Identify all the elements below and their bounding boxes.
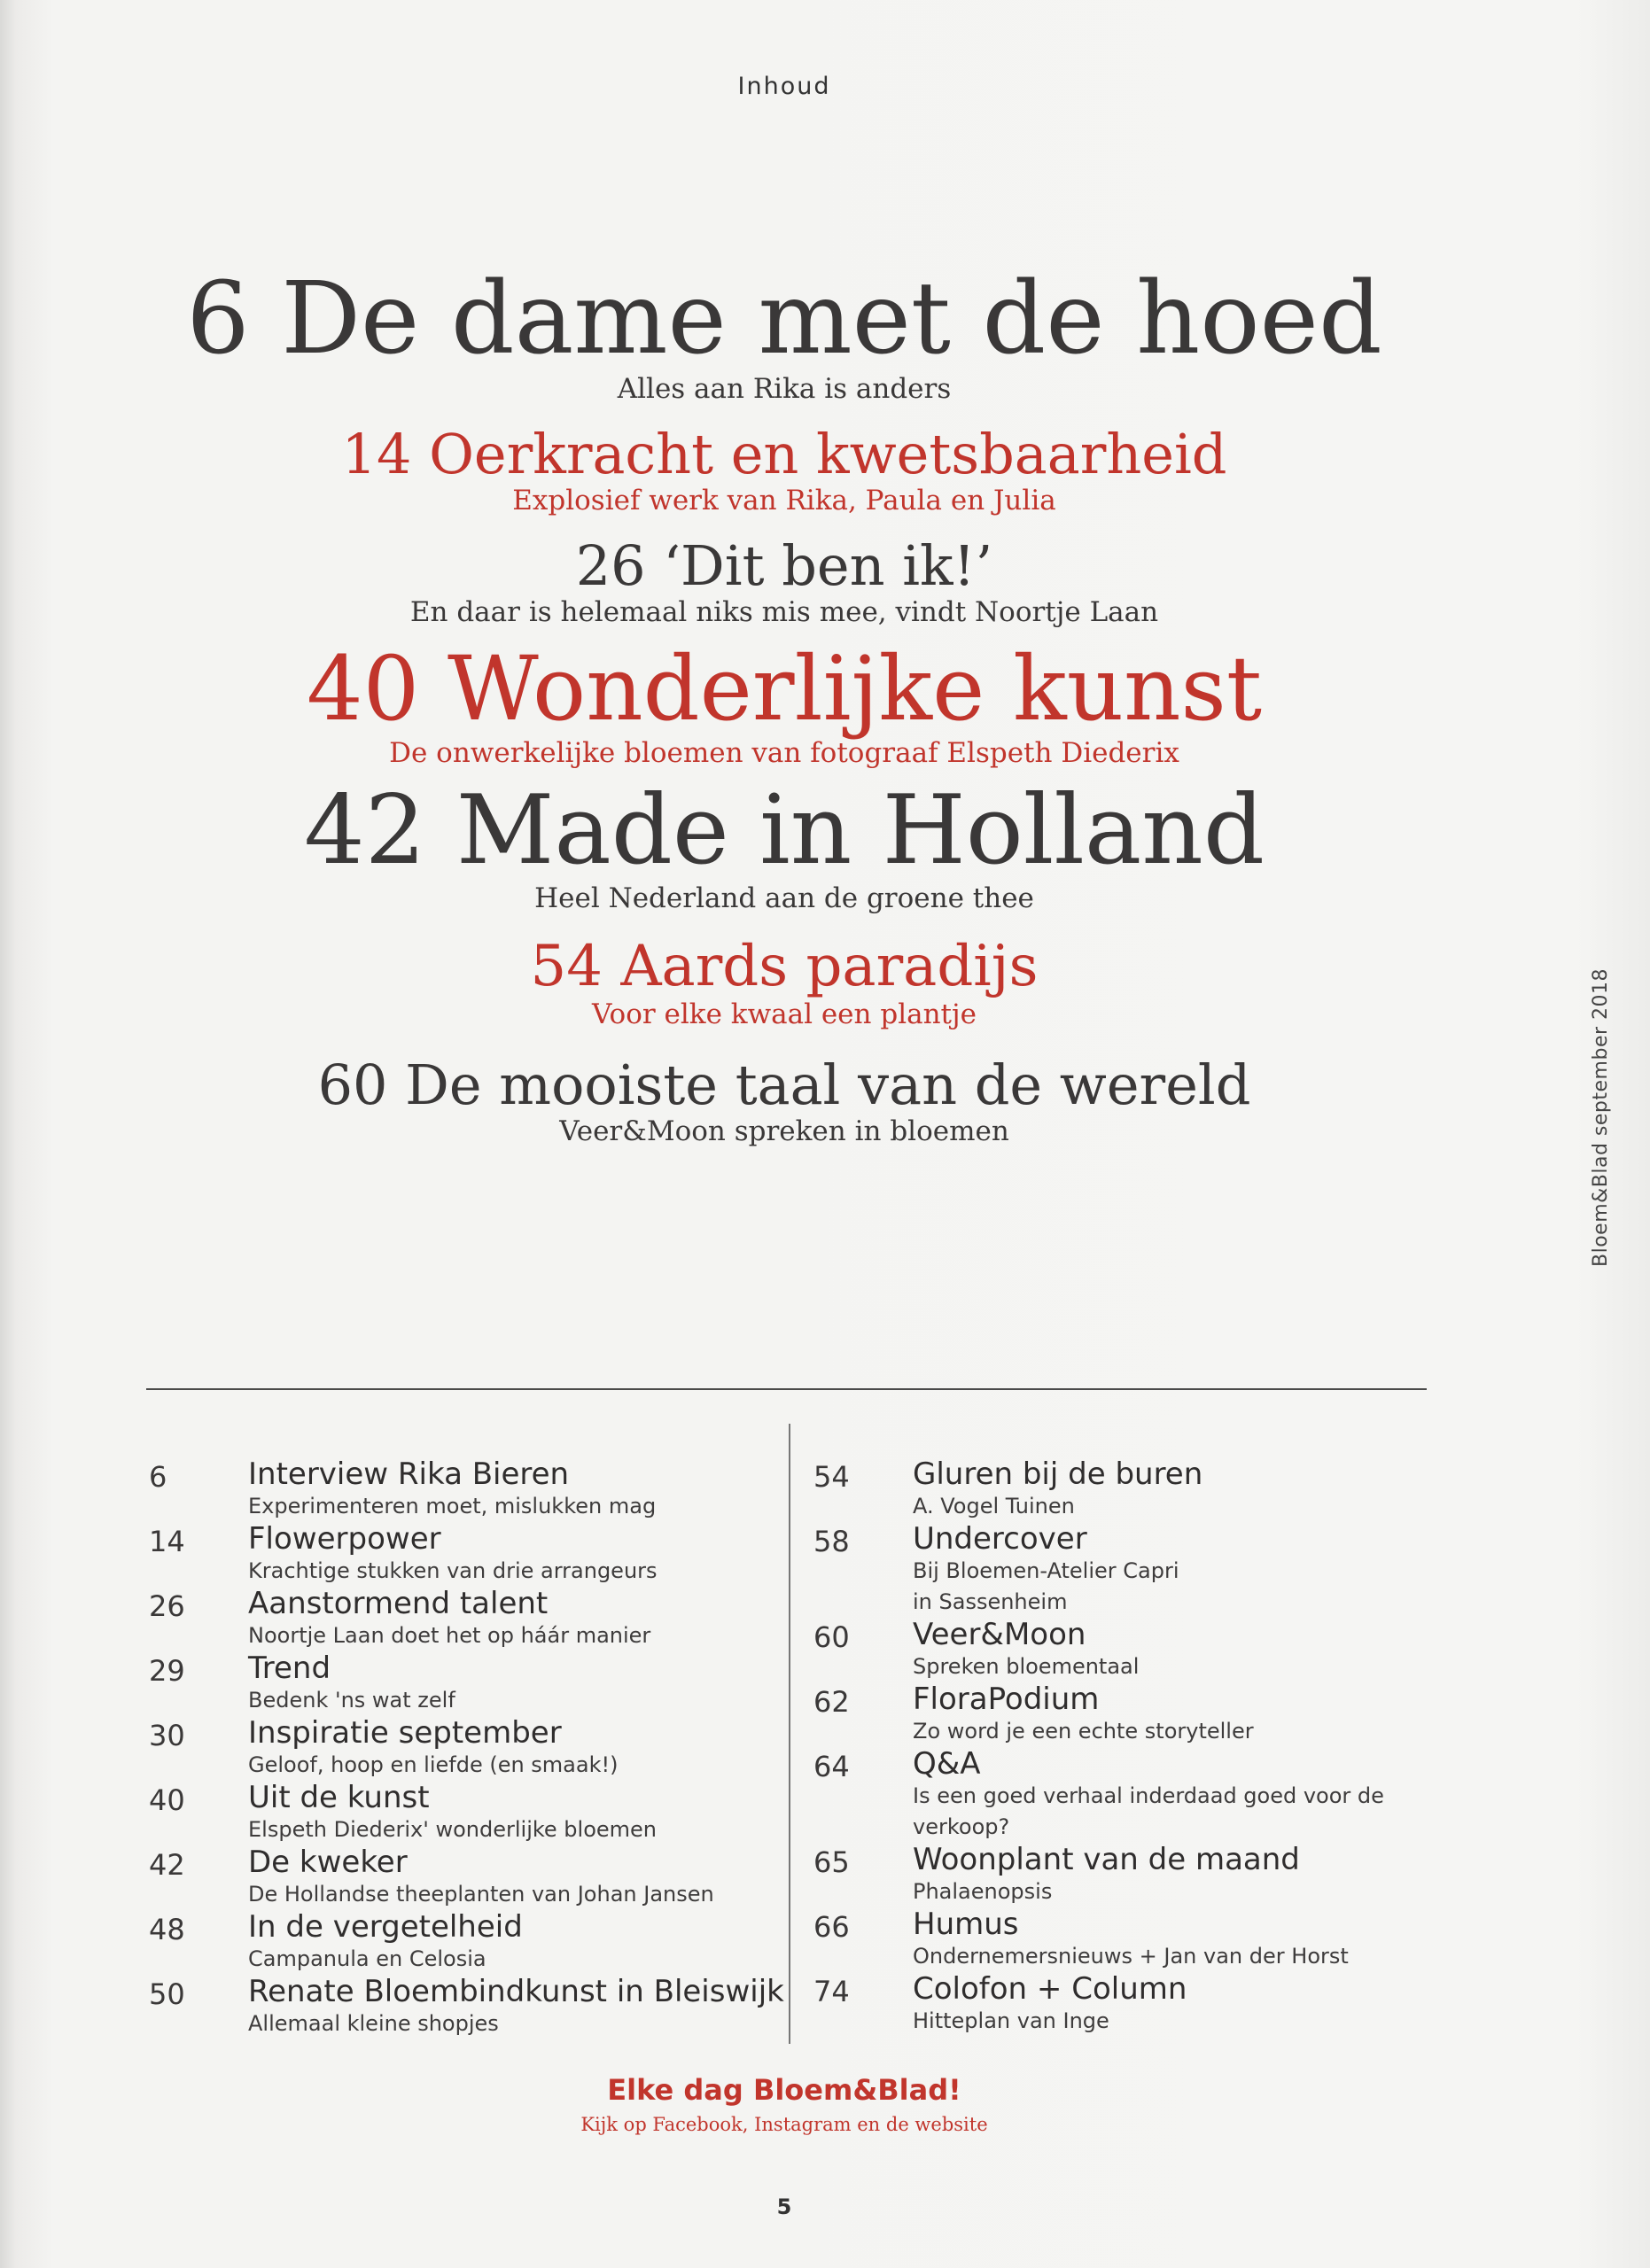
feature-item	[0, 774, 1568, 916]
feature-subtitle: Veer&Moon spreken in bloemen	[559, 1115, 1009, 1147]
toc-title: Trend	[248, 1651, 331, 1686]
feature-title: 26 ‘Dit ben ik!’	[575, 533, 993, 599]
toc-title: Veer&Moon	[913, 1617, 1086, 1652]
toc-item	[811, 1682, 1449, 1747]
toc-subtitle: A. Vogel Tuinen	[913, 1494, 1075, 1518]
toc-item	[146, 1651, 784, 1716]
toc-subtitle-line2: verkoop?	[913, 1814, 1010, 1839]
feature-title: 14 Oerkracht en kwetsbaarheid	[341, 422, 1227, 487]
feature-title: 54 Aards paradijs	[530, 934, 1039, 1000]
toc-item	[146, 1910, 784, 1975]
vertical-divider	[789, 1424, 790, 2044]
toc-title: Undercover	[913, 1521, 1087, 1557]
toc-subtitle: Hitteplan van Inge	[913, 2008, 1109, 2033]
toc-page-number: 58	[813, 1525, 850, 1558]
issue-vertical-label: Bloem&Blad september 2018	[1590, 967, 1612, 1267]
toc-subtitle: Spreken bloementaal	[913, 1654, 1140, 1679]
toc-page-number: 62	[813, 1685, 850, 1719]
toc-subtitle: Campanula en Celosia	[248, 1946, 486, 1971]
feature-item	[0, 533, 1568, 629]
toc-page-number: 26	[149, 1589, 185, 1623]
toc-title: Uit de kunst	[248, 1780, 430, 1815]
toc-page-number: 29	[149, 1654, 185, 1688]
toc-title: De kweker	[248, 1845, 408, 1880]
toc-right-column	[811, 1457, 1449, 2037]
toc-page-number: 64	[813, 1750, 850, 1783]
feature-list	[0, 261, 1568, 1148]
toc-page-number: 74	[813, 1975, 850, 2008]
toc-page-number: 48	[149, 1913, 185, 1946]
toc-title: Interview Rika Bieren	[248, 1456, 570, 1492]
toc-item	[811, 1972, 1449, 2037]
section-label: Inhoud	[737, 73, 831, 100]
toc-page-number: 60	[813, 1620, 850, 1654]
toc-item	[811, 1907, 1449, 1972]
toc-title: Q&A	[913, 1746, 981, 1782]
toc-subtitle: Phalaenopsis	[913, 1879, 1053, 1904]
toc-item	[146, 1975, 784, 2039]
toc-item	[146, 1587, 784, 1651]
toc-subtitle: Bij Bloemen-Atelier Capri	[913, 1558, 1179, 1583]
feature-title: 6 De dame met de hoed	[186, 261, 1382, 377]
toc-subtitle: Experimenteren moet, mislukken mag	[248, 1494, 657, 1518]
cta-title: Elke dag Bloem&Blad!	[607, 2073, 961, 2107]
toc-title: FloraPodium	[913, 1682, 1100, 1717]
feature-item	[0, 261, 1568, 406]
toc-subtitle: Elspeth Diederix' wonderlijke bloemen	[248, 1817, 658, 1842]
toc-page-number: 54	[813, 1460, 850, 1494]
toc-subtitle: Bedenk 'ns wat zelf	[248, 1688, 455, 1713]
toc-left-column	[146, 1457, 784, 2039]
feature-item	[0, 637, 1568, 770]
toc-subtitle: Is een goed verhaal inderdaad goed voor de	[913, 1783, 1384, 1808]
toc-page-number: 40	[149, 1783, 185, 1817]
feature-subtitle: Explosief werk van Rika, Paula en Julia	[512, 485, 1056, 517]
toc-item	[811, 1843, 1449, 1907]
toc-subtitle-line2: in Sassenheim	[913, 1589, 1068, 1614]
toc-page-number: 65	[813, 1845, 850, 1879]
toc-item	[146, 1457, 784, 1522]
toc-subtitle: Krachtige stukken van drie arrangeurs	[248, 1558, 658, 1583]
toc-item	[146, 1781, 784, 1845]
toc-page-number: 30	[149, 1719, 185, 1752]
toc-subtitle: Zo word je een echte storyteller	[913, 1719, 1254, 1744]
toc-item	[146, 1522, 784, 1587]
toc-item	[146, 1845, 784, 1910]
toc-subtitle: De Hollandse theeplanten van Johan Jansen	[248, 1882, 714, 1907]
feature-title: 60 De mooiste taal van de wereld	[317, 1052, 1251, 1117]
toc-subtitle: Geloof, hoop en liefde (en smaak!)	[248, 1752, 619, 1777]
feature-item	[0, 936, 1568, 1030]
feature-item	[0, 1052, 1568, 1148]
toc-page-number: 50	[149, 1977, 185, 2011]
toc-page-number: 14	[149, 1525, 185, 1558]
toc-subtitle: Ondernemersnieuws + Jan van der Horst	[913, 1944, 1349, 1969]
toc-title: In de vergetelheid	[248, 1909, 523, 1945]
toc-title: Woonplant van de maand	[913, 1842, 1300, 1877]
page-number: 5	[776, 2194, 792, 2219]
social-call-to-action	[0, 2073, 1568, 2135]
feature-subtitle: De onwerkelijke bloemen van fotograaf Elspeth Diederix	[389, 737, 1179, 770]
cta-subtitle: Kijk op Facebook, Instagram en de website	[580, 2114, 988, 2135]
toc-title: Aanstormend talent	[248, 1586, 549, 1621]
feature-title: 40 Wonderlijke kunst	[306, 637, 1263, 742]
toc-page-number: 6	[149, 1460, 167, 1494]
toc-subtitle: Allemaal kleine shopjes	[248, 2011, 499, 2036]
feature-subtitle: Voor elke kwaal een plantje	[592, 998, 977, 1030]
toc-item	[811, 1747, 1449, 1843]
toc-title: Gluren bij de buren	[913, 1456, 1203, 1492]
toc-page-number: 42	[149, 1848, 185, 1882]
toc-item	[146, 1716, 784, 1781]
toc-item	[811, 1522, 1449, 1618]
toc-title: Humus	[913, 1907, 1019, 1942]
toc-title: Inspiratie september	[248, 1715, 562, 1751]
feature-subtitle: Heel Nederland aan de groene thee	[534, 882, 1034, 915]
toc-subtitle: Noortje Laan doet het op háár manier	[248, 1623, 651, 1648]
feature-subtitle: En daar is helemaal niks mis mee, vindt Noortje Laan	[409, 596, 1159, 629]
toc-page-number: 66	[813, 1910, 850, 1944]
feature-title: 42 Made in Holland	[304, 774, 1265, 886]
horizontal-divider	[146, 1388, 1427, 1390]
toc-title: Colofon + Column	[913, 1971, 1187, 2007]
feature-subtitle: Alles aan Rika is anders	[617, 372, 952, 405]
feature-item	[0, 422, 1568, 517]
toc-title: Renate Bloembindkunst in Bleiswijk	[248, 1974, 784, 2009]
toc-item	[811, 1618, 1449, 1682]
toc-item	[811, 1457, 1449, 1522]
toc-title: Flowerpower	[248, 1521, 441, 1557]
